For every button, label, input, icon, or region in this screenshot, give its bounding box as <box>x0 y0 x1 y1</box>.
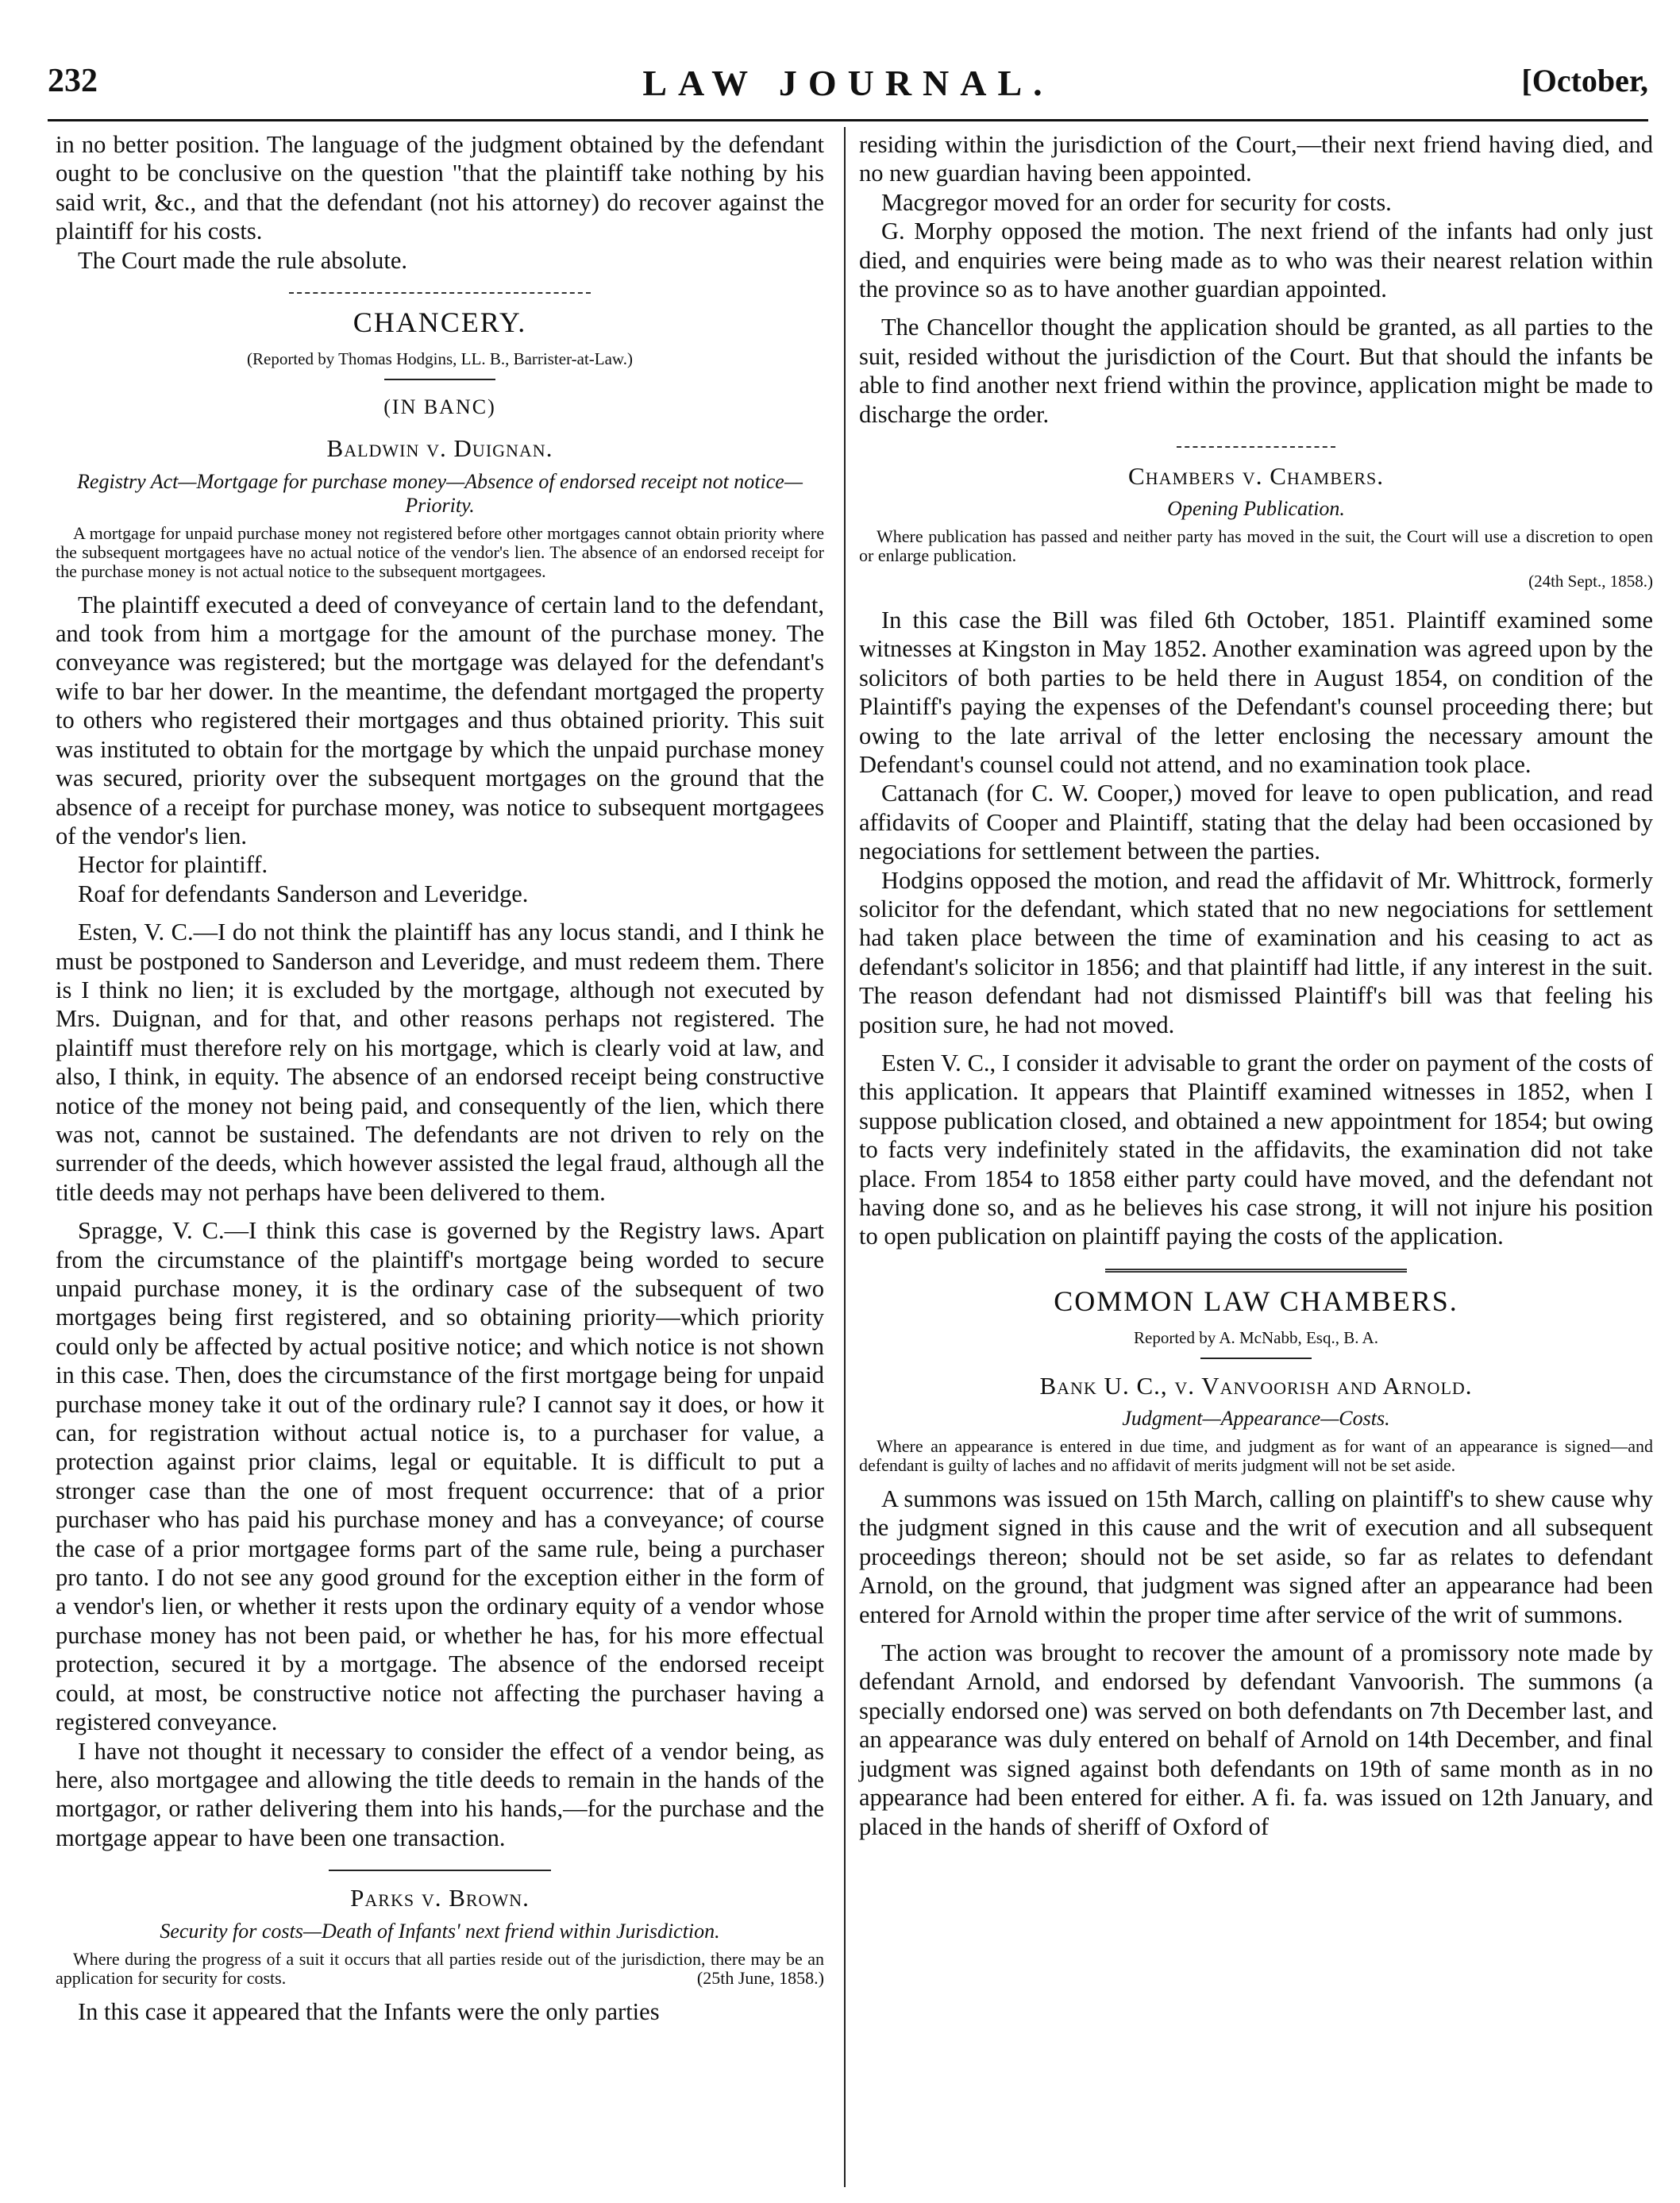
left-column <box>56 130 824 2026</box>
case-title: Parks v. Brown. <box>350 1884 530 1912</box>
paragraph: in no better position. The language of the judgment obtained by the defendant ought to be conclusive on the question "that the plaintiff take nothing by his said writ, &c., and that the defendant (not his attorney) do recover against the plaintiff for his costs. <box>56 131 824 245</box>
paragraph: In this case it appeared that the Infants were the only parties <box>78 1997 660 2025</box>
judgment-paragraph: Spragge, V. C.—I think this case is governed by the Registry laws. Apart from the circumstance of the plaintiff's mortgage being worded to secure unpaid purchase money, it is the ordinary case of the subsequent of two mortgages being first registered, and so obtaining priority—which priority could only be affected by actual positive notice; and which notice is not shown in this case. Then, does the circumstance of the first mortgage being for unpaid purchase money take it out of the ordinary rule? I cannot say it does, or how it can, for registration without actual notice is, to a purchaser for value, a protection against prior claims, legal or equitable. It is difficult to put a stronger case than the one of most frequent occurrence: that of a prior purchaser who has paid his purchase money and has a conveyance; of course the case of a prior mortgagee forms part of the same rule, being a purchaser pro tanto. I do not see any good ground for the exception either in the form of a vendor's lien, or whether it rests upon the ordinary equity of a vendor whose purchase money has not been paid, or whether he has, for his more effectual protection, secured it by a mortgage. The absence of the endorsed receipt could, at most, be constructive notice not affecting the purchaser having a registered conveyance. <box>56 1217 824 1736</box>
section-separator <box>289 292 591 294</box>
paragraph: In this case the Bill was filed 6th October, 1851. Plaintiff examined some witnesses at Kingston in May 1852. Another examination was agreed upon by the solicitors of both parties to be held there in August 1854, on condition of the Plaintiff's paying the expenses of the Defendant's counsel proceeding there; but owing to the late arrival of the letter enclosing the necessary amount the Defendant's counsel could not attend, and no examination took place. <box>859 606 1653 778</box>
counsel-line: Hector for plaintiff. <box>78 851 268 879</box>
paragraph: A summons was issued on 15th March, calling on plaintiff's to shew cause why the judgment signed in this cause and the writ of execution and all subsequent proceedings thereon; should not be set aside, so far as relates to defendant Arnold, on the ground, that judgment was signed after an appearance had been entered for Arnold within the proper time after service of the writ of summons. <box>859 1485 1653 1628</box>
section-heading-common-law: COMMON LAW CHAMBERS. <box>1054 1284 1458 1317</box>
paragraph: Cattanach (for C. W. Cooper,) moved for leave to open publication, and read affidavits of Cooper and Plaintiff, stating that the delay had been occasioned by negociations for settlement between the parties. <box>859 780 1653 865</box>
case-title: Bank U. C., v. Vanvoorish and Arnold. <box>1039 1371 1473 1400</box>
short-rule <box>384 379 495 380</box>
short-rule <box>1200 1358 1312 1359</box>
judgment-paragraph: Esten V. C., I consider it advisable to grant the order on payment of the costs of this application. It appears that Plaintiff examined witnesses in 1852, when I suppose publication closed, and obtained a new appointment for 1854; but owing to facts very indefinitely stated in the affidavits, the examination did not take place. From 1854 to 1858 either party could have moved, and the defendant not having done so, and as he believes his case strong, it will not injure his position to open publication on plaintiff paying the costs of the application. <box>859 1049 1653 1250</box>
paragraph: The Chancellor thought the application should be granted, as all parties to the suit, resided without the jurisdiction of the Court. But that should the infants be able to find another next friend within the province, application might be made to discharge the order. <box>859 314 1653 428</box>
headnote: A mortgage for unpaid purchase money not registered before other mortgages cannot obtain priority where the subsequent mortgagees have no actual notice of the vendor's lien. The absence of an endorsed receipt for the purchase money is not actual notice to the subsequent mortgagees. <box>56 522 824 581</box>
section-heading-chancery: CHANCERY. <box>353 306 527 339</box>
case-topic: Registry Act—Mortgage for purchase money—Absence of endorsed receipt not notice—Priority. <box>77 469 803 517</box>
paragraph: Hodgins opposed the motion, and read the affidavit of Mr. Whittrock, formerly solicitor for the defendant, which stated that no new negociations for settlement had taken place between the time of examination and his ceasing to act as defendant's solicitor in 1856; and that plaintiff had little, if any interest in the suit. The reason defendant had not dismissed Plaintiff's bill was that feeling his position sure, he had not moved. <box>859 866 1653 1038</box>
page-number: 232 <box>48 63 98 99</box>
headnote: Where publication has passed and neither party has moved in the suit, the Court will use a discretion to open or enlarge publication. <box>859 526 1653 566</box>
journal-title: LAW JOURNAL. <box>642 63 1054 103</box>
headnote-text: Where during the progress of a suit it occurs that all parties reside out of the jurisdiction, there may be an application for security for costs. <box>56 1948 824 1988</box>
page-header <box>48 62 1648 111</box>
case-title: Baldwin v. Duignan. <box>326 434 553 463</box>
case-title: Chambers v. Chambers. <box>1128 462 1384 491</box>
counsel-line: Roaf for defendants Sanderson and Leveridge. <box>78 880 529 907</box>
paragraph: Macgregor moved for an order for security for costs. <box>881 188 1392 216</box>
paragraph: The Court made the rule absolute. <box>78 246 408 274</box>
paragraph: The action was brought to recover the amount of a promissory note made by defendant Arnold, and endorsed by defendant Vanvoorish. The summons (a specially endorsed one) was served on both defendants on 7th December last, and an appearance was duly entered on behalf of Arnold on 14th December, and final judgment was signed against both defendants on 19th of same month as in no appearance had been entered for either. A fi. fa. was issued on 12th January, and placed in the hands of sheriff of Oxford of <box>859 1639 1653 1840</box>
decision-date: (25th June, 1858.) <box>696 1967 824 1988</box>
paragraph: residing within the jurisdiction of the Court,—their next friend having died, and no new guardian having been appointed. <box>859 131 1653 187</box>
judgment-paragraph: I have not thought it necessary to consider the effect of a vendor being, as here, also mortgagee and allowing the title deeds to remain in the hands of the mortgagor, or rather delivering them into his hands,—for the purchase and the mortgage appear to have been one transaction. <box>56 1737 824 1851</box>
header-date: [October, <box>1521 63 1648 98</box>
headnote: Where an appearance is entered in due time, and judgment as for want of an appearance is signed—and defendant is guilty of laches and no affidavit of merits judgment will not be set aside. <box>859 1436 1653 1476</box>
section-separator <box>1177 446 1335 448</box>
right-column <box>859 130 1653 1841</box>
reporter-line: Reported by A. McNabb, Esq., B. A. <box>1134 1328 1378 1348</box>
header-rule <box>48 119 1648 121</box>
paragraph: The plaintiff executed a deed of conveyance of certain land to the defendant, and took from him a mortgage for the amount of the purchase money. The conveyance was registered; but the mortgage was delayed for the defendant's wife to bar her dower. In the meantime, the defendant mortgaged the property to others who registered their mortgages and thus obtained priority. This suit was instituted to obtain for the mortgage by which the unpaid purchase money was secured, priority over the subsequent mortgages on the ground that the absence of a receipt for purchase money, was notice to subsequent mortgagees of the vendor's lien. <box>56 591 824 849</box>
section-rule <box>329 1870 551 1871</box>
case-topic: Opening Publication. <box>1167 497 1345 521</box>
case-topic: Judgment—Appearance—Costs. <box>1122 1407 1390 1431</box>
section-separator <box>1105 1269 1407 1273</box>
reporter-line: (Reported by Thomas Hodgins, LL. B., Barrister-at-Law.) <box>247 349 633 369</box>
headnote <box>56 1950 824 1988</box>
judgment-paragraph: Esten, V. C.—I do not think the plaintiff has any locus standi, and I think he must be postponed to Sanderson and Leveridge, and must redeem them. There is I think no lien; it is excluded by the mortgage, although not executed by Mrs. Duignan, and for that, and other reasons perhaps not registered. The plaintiff must therefore rely on his mortgage, which is clearly void at law, and also, I think, in equity. The absence of an endorsed receipt being constructive notice of the money not being paid, and consequently of the lien, which there was not, cannot be sustained. The defendants are not driven to rely on the surrender of the deeds, which however assisted the legal fraud, although all the title deeds may not perhaps have been delivered to them. <box>56 919 824 1206</box>
column-divider <box>844 127 846 2187</box>
decision-date: (24th Sept., 1858.) <box>1528 572 1653 591</box>
paragraph: G. Morphy opposed the motion. The next friend of the infants had only just died, and enquiries were being made as to who was their nearest relation within the province so as to have another guardian appointed. <box>859 218 1653 303</box>
in-banc-label: (IN BANC) <box>383 395 496 418</box>
case-topic: Security for costs—Death of Infants' next friend within Jurisdiction. <box>160 1919 720 1943</box>
